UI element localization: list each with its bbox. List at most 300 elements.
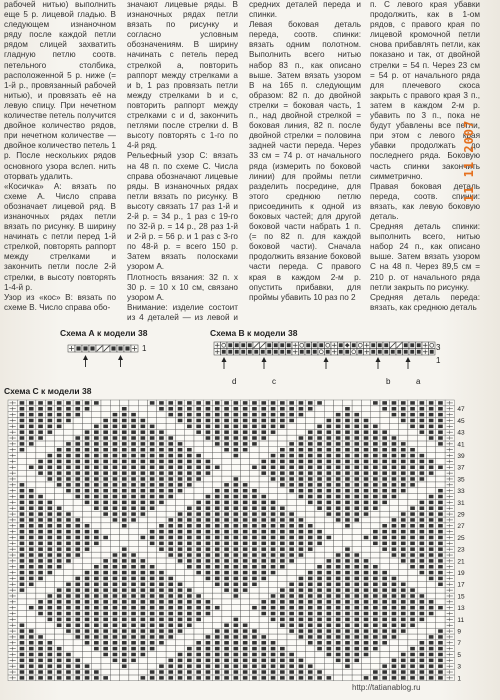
chart-cell-mark xyxy=(306,350,310,354)
chart-cell-mark xyxy=(289,612,294,616)
chart-cell-mark xyxy=(410,530,415,534)
chart-cell-mark xyxy=(261,495,266,499)
chart-cell xyxy=(324,523,333,529)
chart-cell-mark xyxy=(234,524,239,528)
chart-cell-mark xyxy=(215,512,220,516)
chart-cell-mark xyxy=(234,618,239,622)
chart-cell-mark xyxy=(280,512,285,516)
chart-cell-mark xyxy=(378,350,382,354)
chart-cell-mark xyxy=(271,524,276,528)
chart-cell-mark xyxy=(57,512,62,516)
chart-cell-mark xyxy=(85,483,90,487)
chart-cell-mark xyxy=(196,559,201,563)
chart-cell-mark xyxy=(392,659,397,663)
chart-cell-mark xyxy=(150,536,155,540)
chart-cell-mark xyxy=(141,647,146,651)
chart-cell-mark xyxy=(243,483,248,487)
chart-cell-mark xyxy=(103,454,108,458)
chart-cell-mark xyxy=(317,489,322,493)
chart-cell-mark xyxy=(373,565,378,569)
chart-cell-mark xyxy=(438,547,443,551)
chart-cell-mark xyxy=(178,483,183,487)
chart-cell xyxy=(92,517,101,523)
chart-cell xyxy=(185,628,194,634)
chart-cell xyxy=(17,464,26,470)
chart-cell-mark xyxy=(308,536,313,540)
chart-cell-mark xyxy=(420,477,425,481)
chart-cell xyxy=(82,646,91,652)
chart-cell xyxy=(138,540,147,546)
chart-cell-mark xyxy=(66,483,71,487)
chart-cell-mark xyxy=(57,407,62,411)
chart-cell-mark xyxy=(438,501,443,505)
chart-cell xyxy=(306,418,315,424)
chart-cell-mark xyxy=(122,664,127,668)
chart-cell-mark xyxy=(429,653,434,657)
chart-cell-mark xyxy=(354,489,359,493)
chart-cell-mark xyxy=(243,495,248,499)
chart-cell-mark xyxy=(438,571,443,575)
chart-cell-mark xyxy=(274,343,278,347)
chart-cell-mark xyxy=(66,559,71,563)
chart-cell xyxy=(138,517,147,523)
chart-cell-mark xyxy=(308,530,313,534)
chart-cell xyxy=(92,412,101,418)
chart-cell-mark xyxy=(168,635,173,639)
chart-cell-mark xyxy=(206,413,211,417)
chart-cell-mark xyxy=(317,425,322,429)
chart-cell-mark xyxy=(345,524,350,528)
chart-cell-mark xyxy=(354,442,359,446)
chart-cell-mark xyxy=(141,436,146,440)
chart-cell-mark xyxy=(118,346,122,350)
chart-cell xyxy=(73,423,82,429)
chart-cell-mark xyxy=(271,547,276,551)
chart-cell-mark xyxy=(159,664,164,668)
chart-cell-mark xyxy=(345,565,350,569)
chart-cell-mark xyxy=(29,565,34,569)
chart-cell-mark xyxy=(317,641,322,645)
chart-cell xyxy=(380,564,389,570)
chart-cell-mark xyxy=(401,606,406,610)
chart-cell-mark xyxy=(48,553,53,557)
chart-cell-mark xyxy=(20,664,25,668)
chart-cell-mark xyxy=(94,495,99,499)
chart-cell-mark xyxy=(196,542,201,546)
chart-cell-mark xyxy=(382,600,387,604)
chart-cell-mark xyxy=(20,647,25,651)
chart-cell xyxy=(101,523,110,529)
chart-cell-mark xyxy=(289,419,294,423)
chart-cell-mark xyxy=(57,553,62,557)
chart-cell xyxy=(27,476,36,482)
chart-cell-mark xyxy=(317,471,322,475)
chart-cell-mark xyxy=(234,506,239,510)
chart-cell-mark xyxy=(252,629,257,633)
chart-cell-mark xyxy=(420,565,425,569)
chart-cell-mark xyxy=(29,536,34,540)
chart-cell-mark xyxy=(287,343,291,347)
chart-cell xyxy=(148,418,157,424)
chart-cell xyxy=(324,412,333,418)
chart-cell-mark xyxy=(20,407,25,411)
chart-cell-mark xyxy=(103,506,108,510)
chart-cell-mark xyxy=(206,501,211,505)
chart-cell-mark xyxy=(168,483,173,487)
chart-cell-mark xyxy=(364,419,369,423)
chart-cell-mark xyxy=(429,471,434,475)
chart-cell-mark xyxy=(234,448,239,452)
chart-cell-mark xyxy=(103,512,108,516)
chart-cell-mark xyxy=(113,466,118,470)
chart-cell-mark xyxy=(382,430,387,434)
chart-cell-mark xyxy=(234,501,239,505)
chart-cell-mark xyxy=(410,524,415,528)
chart-cell xyxy=(371,546,380,552)
chart-cell-mark xyxy=(261,612,266,616)
chart-cell-mark xyxy=(141,641,146,645)
chart-cell xyxy=(55,429,64,435)
chart-cell xyxy=(389,423,398,429)
chart-cell-mark xyxy=(261,670,266,674)
chart-cell xyxy=(36,628,45,634)
chart-cell-mark xyxy=(401,547,406,551)
chart-cell-mark xyxy=(159,594,164,598)
chart-cell-mark xyxy=(234,623,239,627)
chart-cell xyxy=(101,546,110,552)
chart-cell-mark xyxy=(20,571,25,575)
text-column-3 xyxy=(249,0,361,322)
chart-cell xyxy=(27,622,36,628)
chart-cell-mark xyxy=(429,501,434,505)
chart-cell xyxy=(45,622,54,628)
chart-cell-mark xyxy=(113,460,118,464)
chart-cell xyxy=(157,517,166,523)
chart-cell-mark xyxy=(131,583,136,587)
chart-cell xyxy=(17,605,26,611)
chart-cell-mark xyxy=(187,483,192,487)
chart-cell-mark xyxy=(308,430,313,434)
chart-cell-mark xyxy=(20,653,25,657)
chart-cell xyxy=(194,488,203,494)
chart-cell-mark xyxy=(364,506,369,510)
chart-cell-mark xyxy=(113,606,118,610)
chart-cell-mark xyxy=(429,670,434,674)
chart-cell-mark xyxy=(29,501,34,505)
chart-cell-mark xyxy=(364,471,369,475)
chart-cell-mark xyxy=(243,565,248,569)
chart-cell xyxy=(194,634,203,640)
chart-cell xyxy=(36,482,45,488)
chart-cell xyxy=(399,576,408,582)
chart-cell-mark xyxy=(38,518,43,522)
chart-cell-mark xyxy=(206,401,211,405)
chart-cell-mark xyxy=(168,588,173,592)
chart-cell-mark xyxy=(38,565,43,569)
chart-cell xyxy=(129,400,138,406)
chart-cell-mark xyxy=(289,518,294,522)
chart-cell-mark xyxy=(75,471,80,475)
chart-cell-mark xyxy=(364,565,369,569)
chart-cell xyxy=(241,616,250,622)
chart-cell-mark xyxy=(94,623,99,627)
chart-cell-mark xyxy=(280,506,285,510)
chart-cell-mark xyxy=(438,676,443,680)
chart-cell-mark xyxy=(326,350,330,354)
chart-cell-mark xyxy=(20,442,25,446)
chart-cell-mark xyxy=(438,401,443,405)
chart-cell-mark xyxy=(345,559,350,563)
chart-cell-mark xyxy=(57,659,62,663)
chart-cell-mark xyxy=(122,553,127,557)
chart-cell-mark xyxy=(280,454,285,458)
chart-cell-mark xyxy=(327,618,332,622)
text-columns xyxy=(4,0,480,322)
chart-cell-mark xyxy=(327,536,332,540)
chart-cell-mark xyxy=(430,350,434,354)
chart-cell-mark xyxy=(57,606,62,610)
chart-cell-mark xyxy=(392,629,397,633)
chart-cell-mark xyxy=(103,588,108,592)
chart-cell-mark xyxy=(317,571,322,575)
chart-cell-mark xyxy=(280,483,285,487)
chart-cell-mark xyxy=(150,641,155,645)
chart-cell xyxy=(306,423,315,429)
chart-cell-mark xyxy=(420,407,425,411)
chart-cell-mark xyxy=(159,629,164,633)
chart-cell-mark xyxy=(401,518,406,522)
chart-cell-mark xyxy=(125,346,129,350)
chart-cell-mark xyxy=(364,454,369,458)
chart-cell-mark xyxy=(420,466,425,470)
chart-cell-mark xyxy=(401,448,406,452)
chart-cell xyxy=(45,447,54,453)
chart-cell-mark xyxy=(234,454,239,458)
chart-cell-mark xyxy=(252,577,257,581)
chart-cell-mark xyxy=(66,588,71,592)
chart-cell xyxy=(371,511,380,517)
chart-cell-mark xyxy=(66,659,71,663)
chart-cell-mark xyxy=(131,436,136,440)
chart-cell-mark xyxy=(206,542,211,546)
chart-cell-mark xyxy=(382,460,387,464)
chart-cell-mark xyxy=(38,653,43,657)
chart-cell xyxy=(45,581,54,587)
chart-cell-mark xyxy=(271,413,276,417)
chart-cell xyxy=(185,499,194,505)
chart-cell-mark xyxy=(48,647,53,651)
chart-cell-mark xyxy=(382,530,387,534)
chart-cell-mark xyxy=(289,401,294,405)
chart-cell-mark xyxy=(206,553,211,557)
chart-cell-mark xyxy=(345,413,350,417)
chart-cell xyxy=(148,558,157,564)
chart-cell-mark xyxy=(401,442,406,446)
chart-cell-mark xyxy=(345,407,350,411)
chart-cell-mark xyxy=(234,647,239,651)
chart-cell xyxy=(287,634,296,640)
chart-cell-mark xyxy=(20,542,25,546)
chart-cell-mark xyxy=(373,460,378,464)
chart-cell-mark xyxy=(261,547,266,551)
chart-cell xyxy=(101,412,110,418)
chart-cell-mark xyxy=(206,436,211,440)
chart-cell-mark xyxy=(289,489,294,493)
chart-cell-mark xyxy=(336,635,341,639)
chart-cell-mark xyxy=(122,612,127,616)
chart-cell-mark xyxy=(113,471,118,475)
chart-cell-mark xyxy=(196,659,201,663)
chart-cell-mark xyxy=(438,413,443,417)
chart-cell-mark xyxy=(75,594,80,598)
chart-cell-mark xyxy=(299,629,304,633)
chart-cell-mark xyxy=(392,483,397,487)
chart-cell xyxy=(157,558,166,564)
chart-cell-mark xyxy=(66,466,71,470)
chart-cell xyxy=(110,663,119,669)
chart-cell-mark xyxy=(235,350,239,354)
chart-cell-mark xyxy=(392,600,397,604)
chart-cell-mark xyxy=(373,629,378,633)
chart-cell-mark xyxy=(364,612,369,616)
chart-cell-mark xyxy=(224,530,229,534)
chart-cell-mark xyxy=(392,471,397,475)
scheme-c-row-label: 5 xyxy=(457,651,462,659)
chart-cell-mark xyxy=(438,559,443,563)
chart-cell-mark xyxy=(75,588,80,592)
chart-cell-mark xyxy=(252,571,257,575)
chart-cell-mark xyxy=(122,588,127,592)
chart-cell-mark xyxy=(345,518,350,522)
chart-cell-mark xyxy=(187,664,192,668)
chart-cell-mark xyxy=(392,618,397,622)
chart-cell xyxy=(287,423,296,429)
chart-cell-mark xyxy=(29,512,34,516)
chart-cell xyxy=(129,540,138,546)
chart-cell-mark xyxy=(243,425,248,429)
chart-cell-mark xyxy=(29,641,34,645)
chart-cell-mark xyxy=(429,571,434,575)
chart-cell xyxy=(417,581,426,587)
chart-cell-mark xyxy=(168,659,173,663)
chart-cell-mark xyxy=(392,413,397,417)
chart-cell-mark xyxy=(29,676,34,680)
chart-cell-mark xyxy=(336,471,341,475)
chart-cell-mark xyxy=(327,635,332,639)
chart-cell-mark xyxy=(345,506,350,510)
chart-cell-mark xyxy=(122,547,127,551)
chart-cell xyxy=(436,482,445,488)
chart-cell xyxy=(296,511,305,517)
chart-cell-mark xyxy=(215,629,220,633)
chart-cell xyxy=(436,611,445,617)
scheme-b-row-label: 3 xyxy=(436,343,441,352)
chart-cell xyxy=(250,622,259,628)
chart-cell-mark xyxy=(224,629,229,633)
chart-cell-mark xyxy=(48,565,53,569)
chart-cell-mark xyxy=(187,676,192,680)
chart-cell xyxy=(175,505,184,511)
chart-cell-mark xyxy=(382,454,387,458)
chart-cell xyxy=(157,505,166,511)
chart-cell-mark xyxy=(420,542,425,546)
chart-cell xyxy=(343,400,352,406)
chart-cell-mark xyxy=(85,612,90,616)
scheme-b-title: Схема В к модели 38 xyxy=(210,328,298,338)
chart-cell-mark xyxy=(429,536,434,540)
chart-cell-mark xyxy=(29,524,34,528)
chart-cell-mark xyxy=(364,495,369,499)
chart-cell-mark xyxy=(141,653,146,657)
chart-cell xyxy=(82,505,91,511)
chart-cell-mark xyxy=(168,536,173,540)
chart-cell-mark xyxy=(159,495,164,499)
chart-cell-mark xyxy=(168,553,173,557)
chart-cell xyxy=(101,663,110,669)
chart-cell-mark xyxy=(308,641,313,645)
chart-cell-mark xyxy=(336,466,341,470)
chart-cell-mark xyxy=(168,623,173,627)
chart-cell-mark xyxy=(401,489,406,493)
chart-cell xyxy=(222,605,231,611)
chart-cell xyxy=(92,546,101,552)
chart-cell xyxy=(417,441,426,447)
chart-cell xyxy=(45,587,54,593)
chart-cell-mark xyxy=(75,530,80,534)
chart-cell xyxy=(278,581,287,587)
chart-cell xyxy=(166,418,175,424)
chart-cell-mark xyxy=(38,571,43,575)
chart-cell-mark xyxy=(299,489,304,493)
chart-cell xyxy=(417,488,426,494)
chart-cell-mark xyxy=(150,635,155,639)
chart-cell xyxy=(55,435,64,441)
scheme-c-row-label: 15 xyxy=(457,593,465,601)
chart-cell-mark xyxy=(150,571,155,575)
chart-cell xyxy=(17,611,26,617)
chart-cell-mark xyxy=(364,618,369,622)
chart-cell-mark xyxy=(159,477,164,481)
chart-cell-mark xyxy=(29,506,34,510)
chart-cell-mark xyxy=(103,612,108,616)
chart-cell xyxy=(408,570,417,576)
chart-cell-mark xyxy=(382,524,387,528)
chart-cell-mark xyxy=(131,512,136,516)
chart-cell-mark xyxy=(122,436,127,440)
chart-cell-mark xyxy=(410,542,415,546)
chart-cell-mark xyxy=(234,641,239,645)
chart-cell-mark xyxy=(252,565,257,569)
chart-cell-mark xyxy=(187,623,192,627)
chart-cell xyxy=(27,599,36,605)
chart-cell-mark xyxy=(20,577,25,581)
chart-cell-mark xyxy=(141,594,146,598)
chart-cell-mark xyxy=(215,547,220,551)
chart-cell-mark xyxy=(234,425,239,429)
chart-cell-mark xyxy=(57,588,62,592)
chart-cell xyxy=(361,400,370,406)
chart-cell-mark xyxy=(345,466,350,470)
chart-cell xyxy=(417,634,426,640)
chart-cell-mark xyxy=(85,530,90,534)
chart-cell xyxy=(306,564,315,570)
chart-cell xyxy=(361,663,370,669)
chart-cell-mark xyxy=(429,460,434,464)
chart-cell-mark xyxy=(252,641,257,645)
chart-cell-mark xyxy=(280,606,285,610)
chart-cell xyxy=(343,669,352,675)
chart-cell-mark xyxy=(178,419,183,423)
